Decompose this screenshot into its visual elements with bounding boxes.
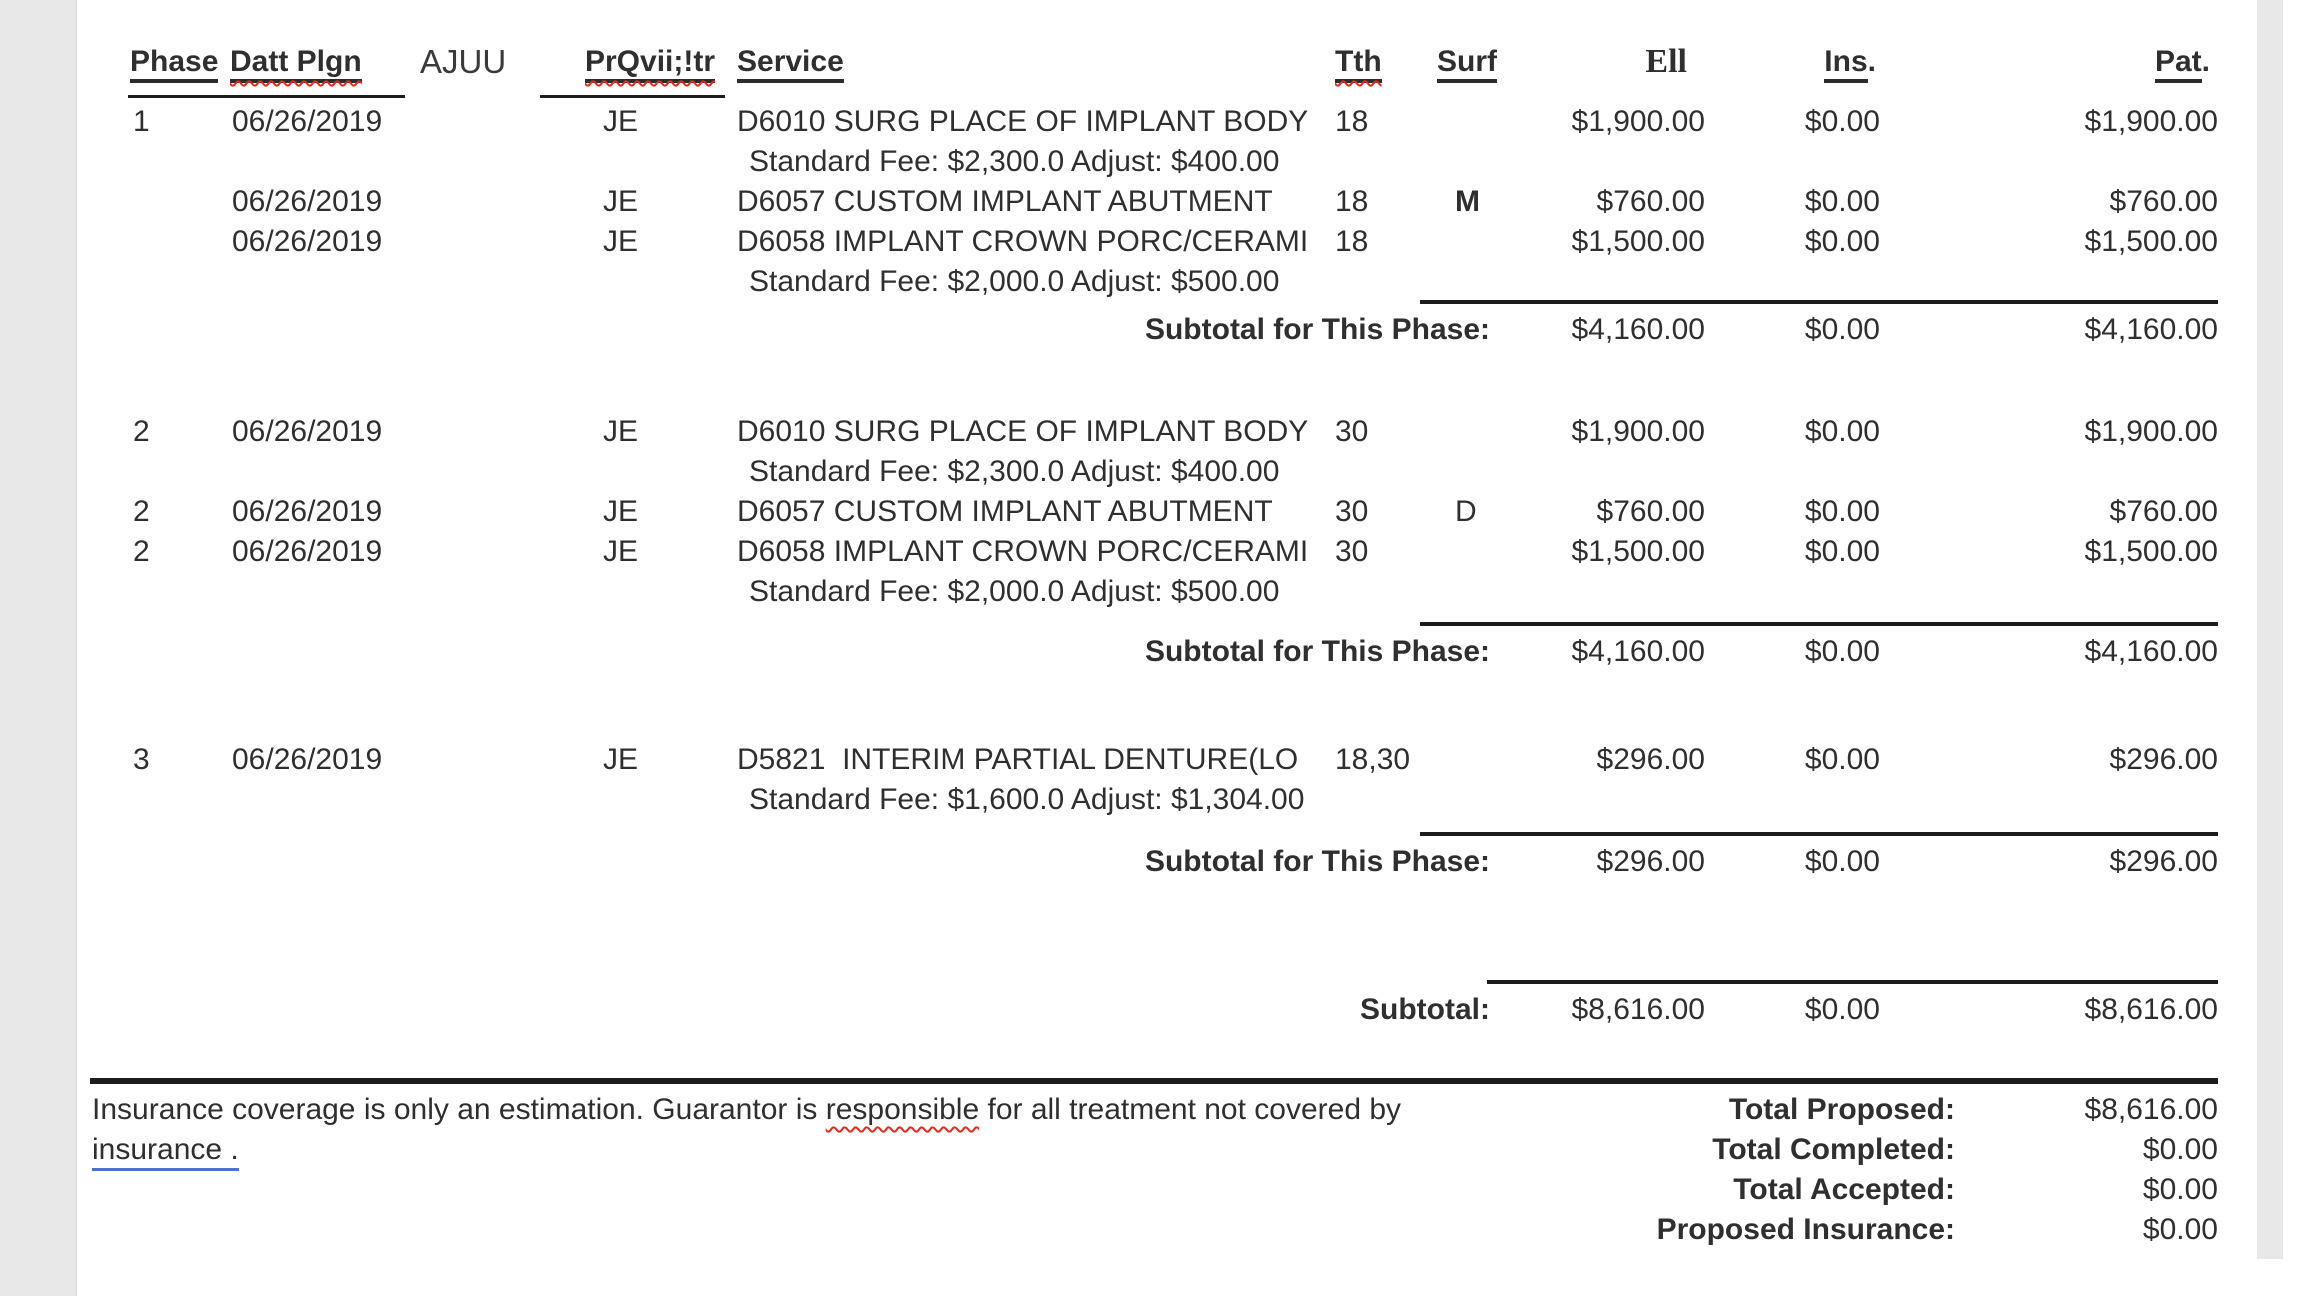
cell-provider: JE (603, 495, 639, 528)
standard-fee-note-row (130, 780, 2218, 820)
table-row (130, 102, 2218, 142)
grand-subtotal-ins: $0.00 (1804, 993, 1880, 1026)
totals-block (130, 1090, 2218, 1250)
cell-provider: JE (603, 105, 639, 138)
cell-insurance: $0.00 (1804, 495, 1880, 528)
table-row (130, 740, 2218, 780)
column-header-fee: Ell (1645, 43, 1687, 80)
cell-date: 06/26/2019 (232, 415, 383, 448)
column-header-pat: Pat. (1880, 42, 2218, 83)
cell-insurance: $0.00 (1804, 105, 1880, 138)
cell-provider: JE (603, 225, 639, 258)
cell-phase (130, 182, 230, 222)
cell-patient: $1,500.00 (2084, 535, 2218, 568)
cell-service: D6058 IMPLANT CROWN PORC/CERAMI (737, 225, 1309, 258)
standard-fee-note: Standard Fee: $1,600.0 Adjust: $1,304.00 (749, 783, 1305, 816)
total-row (130, 1210, 2218, 1250)
cell-surface: M (1455, 185, 1480, 218)
cell-ajuu (420, 222, 585, 262)
table-row (130, 412, 2218, 452)
cell-phase: 2 (133, 495, 150, 528)
total-value: $8,616.00 (2084, 1093, 2218, 1126)
cell-provider: JE (603, 185, 639, 218)
total-value: $0.00 (2142, 1133, 2218, 1166)
cell-surface: D (1455, 495, 1477, 528)
grand-subtotal-label: Subtotal: (1360, 993, 1490, 1026)
scrollbar[interactable] (2257, 0, 2283, 1259)
cell-fee: $1,900.00 (1571, 105, 1705, 138)
cell-fee: $1,900.00 (1571, 415, 1705, 448)
cell-fee: $1,500.00 (1571, 535, 1705, 568)
phase-subtotal-row-3 (130, 842, 2218, 882)
standard-fee-note-row (130, 262, 2218, 302)
column-header-surf: Surf (1435, 42, 1515, 83)
cell-service: D6057 CUSTOM IMPLANT ABUTMENT (737, 495, 1273, 528)
subtotal-fee: $296.00 (1596, 845, 1705, 878)
standard-fee-note-row (130, 142, 2218, 182)
header-rule-provider (540, 95, 725, 98)
standard-fee-note: Standard Fee: $2,000.0 Adjust: $500.00 (749, 265, 1280, 298)
cell-date: 06/26/2019 (232, 743, 383, 776)
cell-tooth: 18 (1335, 185, 1369, 218)
subtotal-fee: $4,160.00 (1571, 313, 1705, 346)
cell-ajuu (420, 492, 585, 532)
total-label: Total Proposed: (1728, 1093, 1955, 1126)
cell-date: 06/26/2019 (232, 225, 383, 258)
cell-insurance: $0.00 (1804, 743, 1880, 776)
subtotal-fee: $4,160.00 (1571, 635, 1705, 668)
phase-subtotal-row-1 (130, 310, 2218, 350)
cell-phase (130, 222, 230, 262)
cell-tooth: 30 (1335, 415, 1369, 448)
subtotal-label: Subtotal for This Phase: (1144, 635, 1490, 668)
column-header-ajuu: AJUU (420, 43, 507, 80)
subtotal-ins: $0.00 (1804, 313, 1880, 346)
cell-patient: $760.00 (2109, 495, 2218, 528)
cell-insurance: $0.00 (1804, 535, 1880, 568)
table-row (130, 532, 2218, 572)
subtotal-separator-1 (1420, 300, 2218, 304)
cell-surface (1435, 740, 1515, 780)
phase-subtotal-row-2 (130, 632, 2218, 672)
table-row (130, 492, 2218, 532)
column-header-service: Service (725, 42, 1335, 83)
column-header-phase: Phase (130, 42, 230, 83)
cell-insurance: $0.00 (1804, 225, 1880, 258)
subtotal-pat: $4,160.00 (2084, 313, 2218, 346)
footer-separator (90, 1078, 2218, 1084)
cell-provider: JE (603, 535, 639, 568)
total-row (130, 1170, 2218, 1210)
column-header-date: Datt Plgn (230, 42, 420, 83)
cell-fee: $1,500.00 (1571, 225, 1705, 258)
standard-fee-note: Standard Fee: $2,000.0 Adjust: $500.00 (749, 575, 1280, 608)
cell-patient: $1,500.00 (2084, 225, 2218, 258)
subtotal-separator-2 (1420, 622, 2218, 626)
cell-fee: $296.00 (1596, 743, 1705, 776)
cell-fee: $760.00 (1596, 495, 1705, 528)
cell-phase: 3 (133, 743, 150, 776)
cell-surface (1435, 222, 1515, 262)
subtotal-ins: $0.00 (1804, 845, 1880, 878)
phase-group-2 (130, 412, 2218, 612)
cell-phase: 2 (133, 415, 150, 448)
total-label: Proposed Insurance: (1656, 1213, 1955, 1246)
cell-phase: 2 (133, 535, 150, 568)
subtotal-separator-3 (1420, 832, 2218, 836)
cell-ajuu (420, 532, 585, 572)
standard-fee-note: Standard Fee: $2,300.0 Adjust: $400.00 (749, 455, 1280, 488)
disclaimer-text: Insurance coverage is only an estimation. Guarantor is (92, 1093, 826, 1126)
grand-subtotal-row (130, 990, 2218, 1030)
cell-patient: $296.00 (2109, 743, 2218, 776)
cell-tooth: 18 (1335, 105, 1369, 138)
cell-date: 06/26/2019 (232, 185, 383, 218)
cell-service: D6058 IMPLANT CROWN PORC/CERAMI (737, 535, 1309, 568)
cell-tooth: 30 (1335, 495, 1369, 528)
standard-fee-note-row (130, 572, 2218, 612)
subtotal-label: Subtotal for This Phase: (1144, 845, 1490, 878)
cell-fee: $760.00 (1596, 185, 1705, 218)
cell-service: D6057 CUSTOM IMPLANT ABUTMENT (737, 185, 1273, 218)
cell-patient: $760.00 (2109, 185, 2218, 218)
insurance-link[interactable]: insurance . (92, 1133, 239, 1171)
grand-subtotal-separator (1487, 980, 2218, 984)
grand-subtotal-fee: $8,616.00 (1571, 993, 1705, 1026)
cell-patient: $1,900.00 (2084, 105, 2218, 138)
disclaimer-misspelled-word: responsible (825, 1093, 980, 1126)
table-row (130, 222, 2218, 262)
cell-service: D6010 SURG PLACE OF IMPLANT BODY (737, 105, 1309, 138)
page-margin-left (0, 0, 77, 1296)
grand-subtotal-pat: $8,616.00 (2084, 993, 2218, 1026)
disclaimer-text: for all treatment not covered by (979, 1093, 1402, 1126)
cell-insurance: $0.00 (1804, 185, 1880, 218)
subtotal-label: Subtotal for This Phase: (1144, 313, 1490, 346)
cell-tooth: 18 (1335, 225, 1369, 258)
table-header-row (130, 42, 2218, 82)
cell-patient: $1,900.00 (2084, 415, 2218, 448)
cell-tooth: 30 (1335, 535, 1369, 568)
standard-fee-note: Standard Fee: $2,300.0 Adjust: $400.00 (749, 145, 1280, 178)
total-value: $0.00 (2142, 1173, 2218, 1206)
cell-ajuu (420, 102, 585, 142)
column-header-ins: Ins. (1705, 42, 1880, 83)
cell-provider: JE (603, 415, 639, 448)
cell-ajuu (420, 182, 585, 222)
total-row (130, 1090, 2218, 1130)
subtotal-pat: $296.00 (2109, 845, 2218, 878)
cell-surface (1435, 102, 1515, 142)
subtotal-ins: $0.00 (1804, 635, 1880, 668)
column-header-tth: Tth (1335, 42, 1435, 83)
cell-ajuu (420, 412, 585, 452)
cell-phase: 1 (133, 105, 150, 138)
total-label: Total Accepted: (1733, 1173, 1955, 1206)
cell-date: 06/26/2019 (232, 495, 383, 528)
standard-fee-note-row (130, 452, 2218, 492)
cell-date: 06/26/2019 (232, 105, 383, 138)
total-value: $0.00 (2142, 1213, 2218, 1246)
phase-group-3 (130, 740, 2218, 820)
cell-ajuu (420, 740, 585, 780)
header-rule-left (128, 95, 405, 98)
total-label: Total Completed: (1712, 1133, 1955, 1166)
cell-surface (1435, 412, 1515, 452)
column-header-prov: PrQvii;!tr (585, 42, 725, 83)
cell-surface (1435, 532, 1515, 572)
table-row (130, 182, 2218, 222)
phase-group-1 (130, 102, 2218, 302)
cell-date: 06/26/2019 (232, 535, 383, 568)
cell-tooth: 18,30 (1335, 743, 1411, 776)
cell-insurance: $0.00 (1804, 415, 1880, 448)
cell-provider: JE (603, 743, 639, 776)
cell-service: D6010 SURG PLACE OF IMPLANT BODY (737, 415, 1309, 448)
subtotal-pat: $4,160.00 (2084, 635, 2218, 668)
cell-service: D5821 INTERIM PARTIAL DENTURE(LO (737, 743, 1299, 776)
total-row (130, 1130, 2218, 1170)
